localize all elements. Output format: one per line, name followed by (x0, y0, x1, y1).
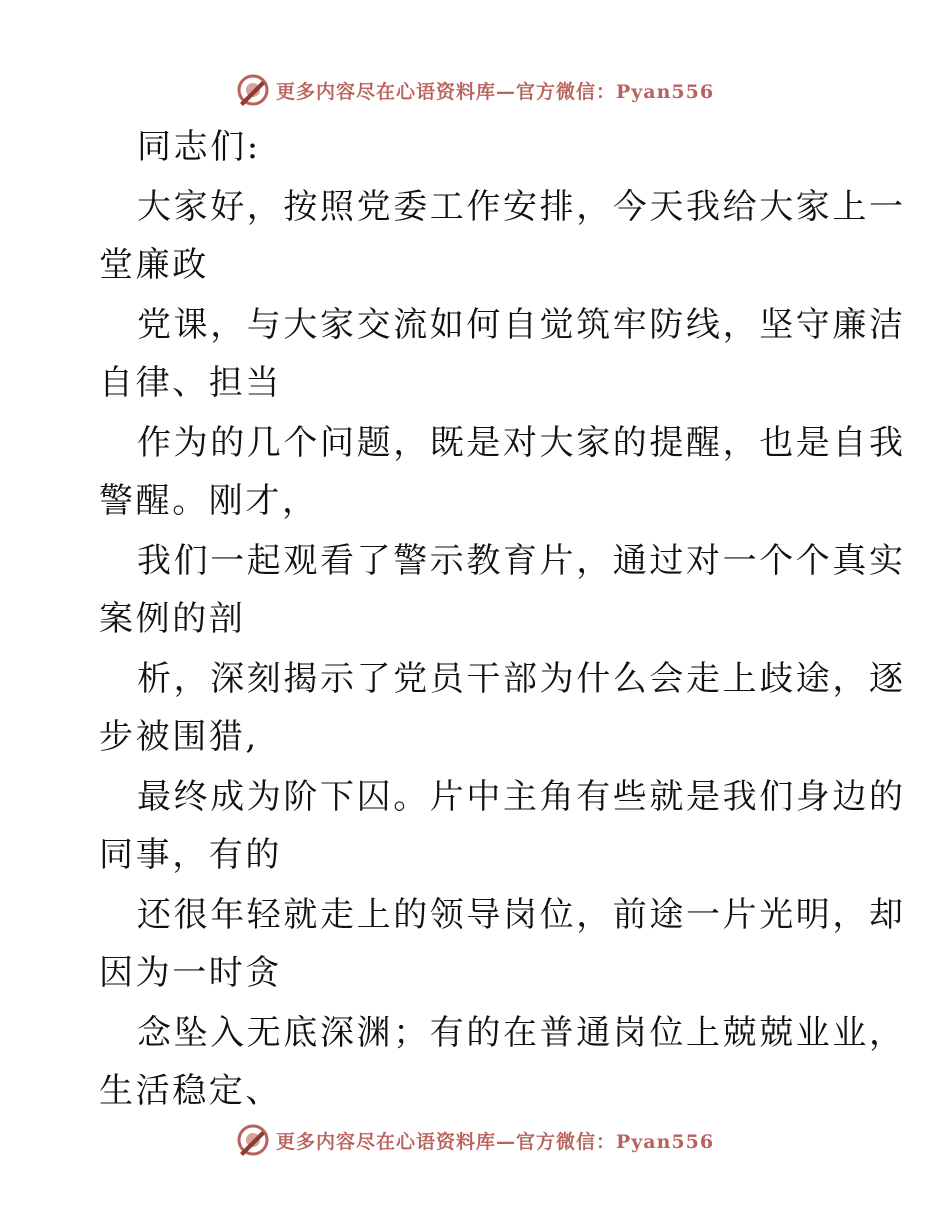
text-line: 自律、担当 (99, 363, 282, 403)
watermark-text: 更多内容尽在心语资料库—官方微信：Pyan556 (275, 1130, 715, 1153)
pen-circle-logo-icon (236, 73, 270, 107)
text-line: 作为的几个问题，既是对大家的提醒，也是自我 (137, 423, 906, 463)
text-line: 案例的剖 (99, 599, 246, 639)
text-line: 念坠入无底深渊；有的在普通岗位上兢兢业业， (137, 1013, 906, 1053)
text-line: 同事，有的 (99, 835, 282, 875)
text-line: 还很年轻就走上的领导岗位，前途一片光明，却 (137, 895, 906, 935)
pen-circle-logo-icon (236, 1123, 270, 1157)
text-line: 警醒。刚才， (99, 481, 319, 521)
text-line: 生活稳定、 (99, 1071, 282, 1111)
text-line: 步被围猎, (99, 717, 259, 757)
text-line: 党课，与大家交流如何自觉筑牢防线，坚守廉洁 (137, 305, 906, 345)
text-line: 大家好，按照党委工作安排，今天我给大家上一 (137, 187, 906, 227)
footer-watermark (0, 1120, 950, 1160)
text-line: 我们一起观看了警示教育片，通过对一个个真实 (137, 541, 906, 581)
watermark-text: 更多内容尽在心语资料库—官方微信：Pyan556 (275, 80, 715, 103)
text-line: 因为一时贪 (99, 953, 282, 993)
text-line: 析，深刻揭示了党员干部为什么会走上歧途，逐 (137, 659, 906, 699)
text-line: 最终成为阶下囚。片中主角有些就是我们身边的 (137, 777, 906, 817)
header-watermark (0, 70, 950, 110)
text-line: 同志们: (137, 127, 261, 167)
text-line: 堂廉政 (99, 245, 209, 285)
